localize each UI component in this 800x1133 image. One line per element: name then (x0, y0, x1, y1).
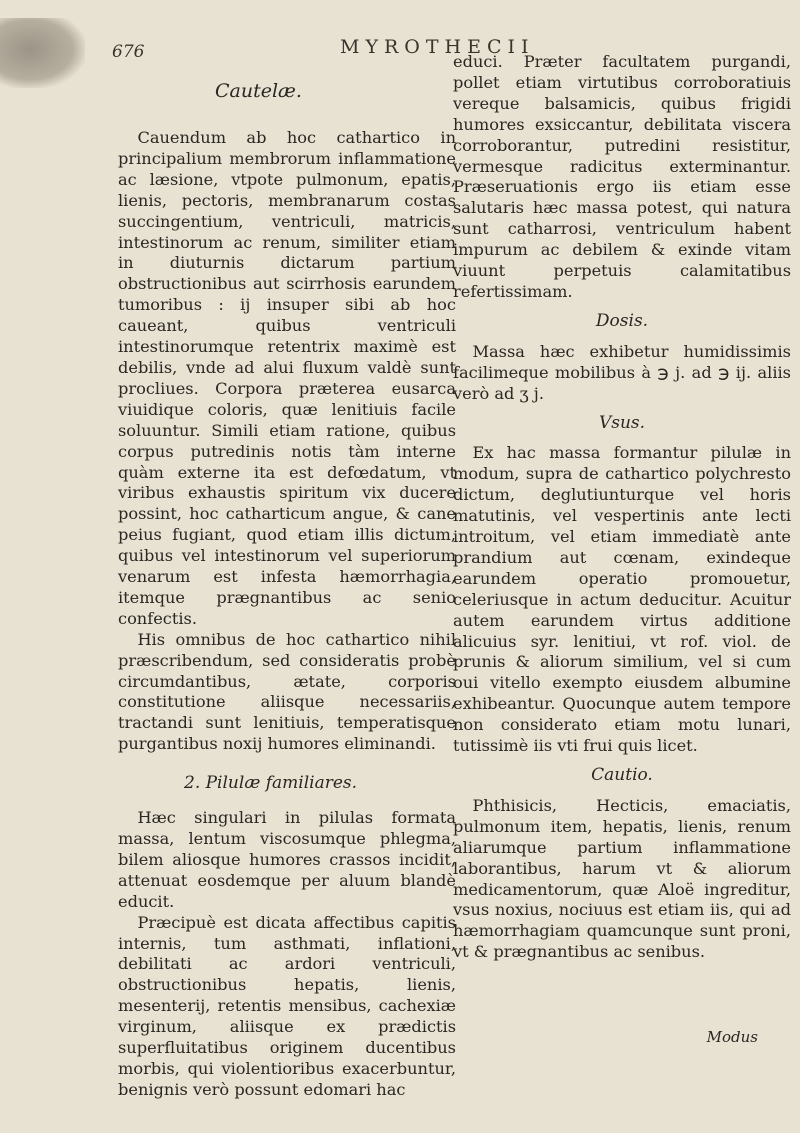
dosis-heading: Dosis. (595, 310, 649, 331)
right-paragraph-4: Phthisicis, Hecticis, emaciatis, pulmonum item, hepatis, lienis, renum aliarumque partium inflammatione laborantibus, harum vt & aliorum medicamentorum, quæ Aloë ingreditur, vsus noxius, nociuus est etiam iis, qui ad hæmorrhagiam quamcunque sunt proni, vt & prægnantibus ac senibus. (453, 795, 791, 962)
right-paragraph-1: educi. Præter facultatem purgandi, pollet etiam virtutibus corroboratiuis vereque balsamicis, quibus frigidi humores exsiccantur, debilitata viscera corroborantur, putredini resistitur, vermesque radicitus exterminantur. Præseruationis ergo iis etiam esse salutaris hæc massa potest, qui natura sunt catharrosi, ventriculum habent impurum ac debilem & exinde vitam viuunt perpetuis calamitatibus refertissimam. (453, 52, 791, 301)
left-paragraph-1: Cauendum ab hoc cathartico in principalium membrorum inflammatione ac læsione, vtpote pulmonum, epatis, lienis, pectoris, membranarum costas succingentium, ventriculi, matricis, intestinorum ac renum, similiter etiam in diuturnis dictarum partium obstructionibus aut scirrhosis earundem tumoribus : ij insuper sibi ab hoc caueant, quibus ventriculi intestinorumque retentrix maximè est debilis, vnde ad alui fluxum valdè sunt procliues. Corpora præterea eusarca viuidique coloris, quæ lenitiuis facile soluuntur. Simili etiam ratione, quibus corpus putredinis notis tàm interne quàm externe ita est defœdatum, vt viribus exhaustis spiritum vix ducere possint, hoc catharticum angue, & cane peius fugiant, quod etiam illis dictum, quibus vel intestinorum vel superiorum venarum est infesta hæmorrhagia, itemque prægnantibus ac senio confectis. (118, 128, 456, 628)
pilulae-heading: 2. Pilulæ familiares. (184, 773, 358, 794)
usus-heading: Vsus. (598, 412, 646, 433)
running-head: MYROTHECII (340, 36, 535, 58)
right-column (453, 52, 791, 963)
page-stain (0, 18, 85, 88)
right-paragraph-2: Massa hæc exhibetur humidissimis facilimeque mobilibus à ℈ j. ad ℈ ij. aliis verò ad ʒ j. (453, 341, 791, 403)
left-paragraph-4: Præcipuè est dicata affectibus capitis internis, tum asthmati, inflationi, debilitati ac ardori ventriculi, obstructionibus hepatis, lienis, mesenterij, retentis mensibus, cachexiæ virginum, aliisque ex prædictis superfluitatibus originem ducentibus morbis, qui violentioribus exacerbuntur, benignis verò possunt edomari hac (118, 912, 456, 1099)
left-column (118, 128, 456, 1101)
left-paragraph-3: Hæc singulari in pilulas formata massa, lentum viscosumque phlegma, bilem aliosque humores crassos incidit, attenuat eosdemque per aluum blandè educit. (118, 808, 456, 911)
right-paragraph-3: Ex hac massa formantur pilulæ in modum, supra de cathartico polychresto dictum, deglutiunturque vel horis matutinis, vel vespertinis ante lecti introitum, vel etiam immediatè ante prandium aut cœnam, exindeque earundem operatio promouetur, celeriusque in actum deducitur. Acuitur autem earundem virtus additione alicuius syr. lenitiui, vt rof. viol. de prunis & aliorum similium, vel si cum oui vitello exempto eiusdem albumine exhibeantur. Quocunque autem tempore non considerato etiam motu lunari, tutissimè iis vti frui quis licet. (453, 443, 791, 756)
cautelae-heading: Cautelæ. (215, 80, 302, 102)
cautio-heading: Cautio. (591, 765, 653, 785)
page-number: 676 (112, 42, 145, 62)
catchword: Modus (706, 1028, 758, 1046)
left-paragraph-2: His omnibus de hoc cathartico nihil præscribendum, sed consideratis probè circumdantibus, ætate, corporis constitutione aliisque necessariis, tractandi sunt lenitiuis, temperatisque purgantibus noxij humores eliminandi. (118, 629, 456, 754)
